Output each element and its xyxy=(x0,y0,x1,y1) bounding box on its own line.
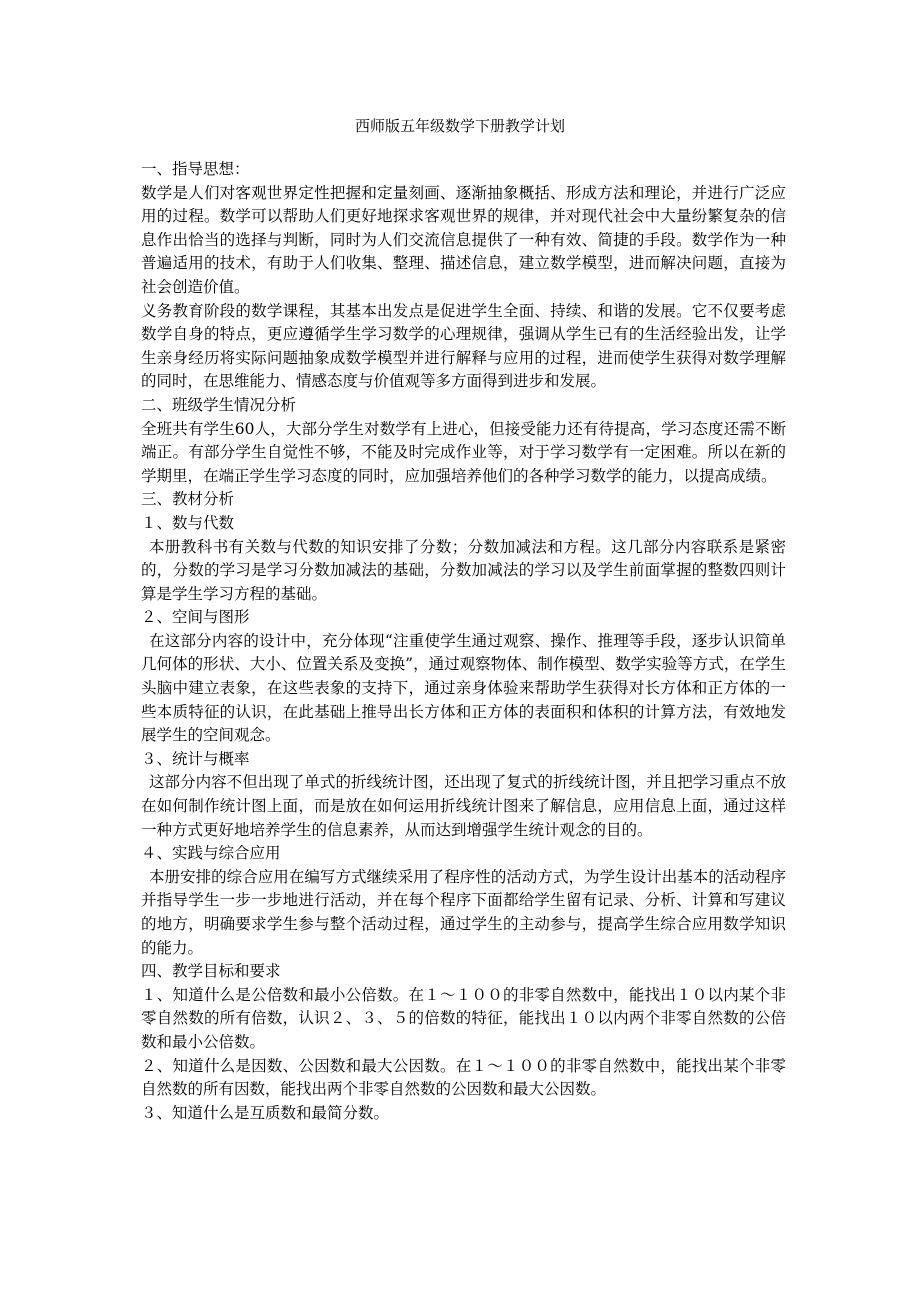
paragraph: 全班共有学生60人，大部分学生对数学有上进心，但接受能力还有待提高，学习态度还需不断端正。有部分学生自觉性不够，不能及时完成作业等，对于学习数学有一定困难。所以在新的学期里，在端正学生学习态度的同时，应加强培养他们的各种学习数学的能力，以提高成绩。 xyxy=(141,419,786,485)
paragraph: 这部分内容不但出现了单式的折线统计图，还出现了复式的折线统计图，并且把学习重点不放在如何制作统计图上面，而是放在如何运用折线统计图来了解信息，应用信息上面，通过这样一种方式更好地培养学生的信息素养，从而达到增强学生统计观念的目的。 xyxy=(141,773,786,839)
paragraph: 本册安排的综合应用在编写方式继续采用了程序性的活动方式，为学生设计出基本的活动程序并指导学生一步一步地进行活动，并在每个程序下面都给学生留有记录、分析、计算和写建议的地方，明确要求学生参与整个活动过程，通过学生的主动参与，提高学生综合应用数学知识的能力。 xyxy=(141,867,786,957)
section-heading: 二、班级学生情况分析 xyxy=(141,395,297,414)
document-body xyxy=(141,158,786,1125)
section-heading: ２、空间与图形 xyxy=(141,608,250,627)
section-heading: 一、指导思想： xyxy=(141,160,250,178)
paragraph: １、知道什么是公倍数和最小公倍数。在１～１００的非零自然数中，能找出１０以内某个非零自然数的所有倍数，认识２、３、５的倍数的特征，能找出１０以内两个非零自然数的公倍数和最小公倍数。 xyxy=(141,985,786,1051)
paragraph: 在这部分内容的设计中，充分体现“注重使学生通过观察、操作、推理等手段，逐步认识简单几何体的形状、大小、位置关系及变换”，通过观察物体、制作模型、数学实验等方式，在学生头脑中建立表象，在这些表象的支持下，通过亲身体验来帮助学生获得对长方体和正方体的一些本质特征的认识，在此基础上推导出长方体和正方体的表面积和体积的计算方法，有效地发展学生的空间观念。 xyxy=(141,631,786,745)
paragraph: 义务教育阶段的数学课程，其基本出发点是促进学生全面、持续、和谐的发展。它不仅要考虑数学自身的特点，更应遵循学生学习数学的心理规律，强调从学生已有的生活经验出发，让学生亲身经历将实际问题抽象成数学模型并进行解释与应用的过程，进而使学生获得对数学理解的同时，在思维能力、情感态度与价值观等多方面得到进步和发展。 xyxy=(141,301,786,391)
paragraph: 本册教科书有关数与代数的知识安排了分数；分数加减法和方程。这几部分内容联系是紧密的，分数的学习是学习分数加减法的基础，分数加减法的学习以及学生前面掌握的整数四则计算是学生学习方程的基础。 xyxy=(141,537,786,603)
section-heading: 三、教材分析 xyxy=(141,490,235,509)
section-heading: ３、统计与概率 xyxy=(141,749,250,768)
section-heading: １、数与代数 xyxy=(141,513,235,532)
document-title: 西师版五年级数学下册教学计划 xyxy=(354,117,565,135)
section-heading: 四、教学目标和要求 xyxy=(141,962,281,981)
paragraph: ３、知道什么是互质数和最简分数。 xyxy=(141,1103,390,1122)
paragraph: 数学是人们对客观世界定性把握和定量刻画、逐渐抽象概括、形成方法和理论，并进行广泛应用的过程。数学可以帮助人们更好地探求客观世界的规律，并对现代社会中大量纷繁复杂的信息作出恰当的选择与判断，同时为人们交流信息提供了一种有效、简捷的手段。数学作为一种普遍适用的技术，有助于人们收集、整理、描述信息，建立数学模型，进而解决问题，直接为社会创造价值。 xyxy=(141,183,786,296)
section-heading: ４、实践与综合应用 xyxy=(141,844,281,863)
paragraph: ２、知道什么是因数、公因数和最大公因数。在１～１００的非零自然数中，能找出某个非零自然数的所有因数，能找出两个非零自然数的公因数和最大公因数。 xyxy=(141,1056,786,1099)
